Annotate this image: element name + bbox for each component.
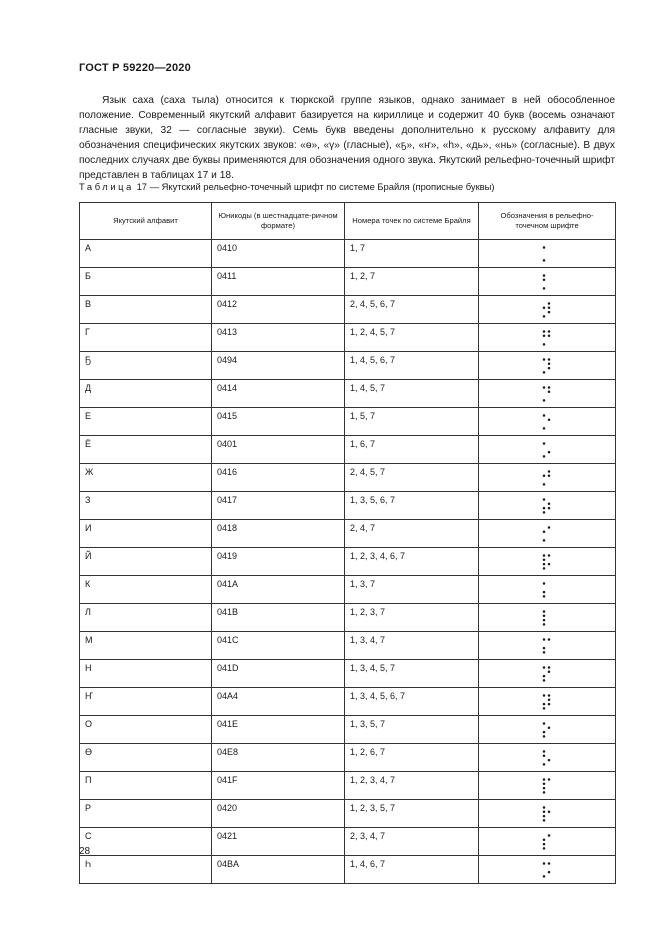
braille-glyph xyxy=(541,749,553,767)
braille-cell xyxy=(479,436,616,464)
dots-cell: 1, 5, 7 xyxy=(345,408,479,436)
braille-dot-1 xyxy=(543,610,546,613)
header-braille: Обозначения в рельефно-точечном шрифте xyxy=(479,203,616,240)
braille-cell xyxy=(479,800,616,828)
braille-glyph xyxy=(541,357,553,375)
letter-cell: З xyxy=(80,492,212,520)
unicode-cell: 0416 xyxy=(212,464,345,492)
braille-glyph xyxy=(541,329,553,347)
table-label: Таблица xyxy=(79,181,134,192)
table-row xyxy=(80,548,616,576)
braille-dot-7 xyxy=(543,735,546,738)
braille-glyph xyxy=(541,777,553,795)
dots-cell: 2, 4, 7 xyxy=(345,520,479,548)
braille-dot-5 xyxy=(548,306,551,309)
unicode-cell: 0411 xyxy=(212,268,345,296)
braille-dot-1 xyxy=(543,750,546,753)
braille-dot-4 xyxy=(548,694,551,697)
letter-cell: Ҕ xyxy=(80,352,212,380)
braille-dot-4 xyxy=(548,834,551,837)
braille-dot-2 xyxy=(543,810,546,813)
table-row xyxy=(80,464,616,492)
braille-dot-7 xyxy=(543,791,546,794)
braille-dot-7 xyxy=(543,567,546,570)
braille-dot-2 xyxy=(543,306,546,309)
braille-dot-7 xyxy=(543,847,546,850)
braille-dot-6 xyxy=(548,366,551,369)
table-row xyxy=(80,240,616,268)
braille-glyph xyxy=(541,525,553,543)
table-row xyxy=(80,744,616,772)
letter-cell: К xyxy=(80,576,212,604)
braille-cell xyxy=(479,632,616,660)
letter-cell: Ҥ xyxy=(80,688,212,716)
braille-dot-1 xyxy=(543,554,546,557)
unicode-cell: 0419 xyxy=(212,548,345,576)
braille-dot-6 xyxy=(548,450,551,453)
braille-dot-7 xyxy=(543,679,546,682)
dots-cell: 2, 4, 5, 7 xyxy=(345,464,479,492)
braille-dot-4 xyxy=(548,330,551,333)
braille-glyph xyxy=(541,441,553,459)
dots-cell: 1, 2, 3, 5, 7 xyxy=(345,800,479,828)
braille-dot-2 xyxy=(543,474,546,477)
braille-dot-5 xyxy=(548,810,551,813)
braille-dot-4 xyxy=(548,470,551,473)
letter-cell: Н xyxy=(80,660,212,688)
braille-dot-1 xyxy=(543,358,546,361)
table-row xyxy=(80,632,616,660)
unicode-cell: 041B xyxy=(212,604,345,632)
braille-dot-7 xyxy=(543,539,546,542)
braille-cell xyxy=(479,492,616,520)
document-standard: ГОСТ Р 59220—2020 xyxy=(79,62,191,74)
braille-dot-6 xyxy=(548,506,551,509)
braille-cell xyxy=(479,856,616,884)
braille-dot-3 xyxy=(543,618,546,621)
braille-glyph xyxy=(541,665,553,683)
dots-cell: 1, 2, 3, 4, 6, 7 xyxy=(345,548,479,576)
braille-glyph xyxy=(541,581,553,599)
table-row xyxy=(80,856,616,884)
braille-dot-6 xyxy=(548,758,551,761)
braille-dot-7 xyxy=(543,707,546,710)
unicode-cell: 041A xyxy=(212,576,345,604)
table-row xyxy=(80,324,616,352)
table-row xyxy=(80,296,616,324)
braille-dot-2 xyxy=(543,782,546,785)
braille-cell xyxy=(479,408,616,436)
dots-cell: 1, 2, 3, 4, 7 xyxy=(345,772,479,800)
header-unicode: Юникоды (в шестнадцате-ричном формате) xyxy=(212,203,345,240)
header-alphabet: Якутский алфавит xyxy=(80,203,212,240)
braille-dot-5 xyxy=(548,334,551,337)
braille-dot-4 xyxy=(548,358,551,361)
braille-dot-5 xyxy=(548,362,551,365)
dots-cell: 1, 3, 5, 6, 7 xyxy=(345,492,479,520)
unicode-cell: 0401 xyxy=(212,436,345,464)
braille-glyph xyxy=(541,693,553,711)
dots-cell: 1, 6, 7 xyxy=(345,436,479,464)
unicode-cell: 041F xyxy=(212,772,345,800)
braille-dot-3 xyxy=(543,786,546,789)
unicode-cell: 0417 xyxy=(212,492,345,520)
braille-dot-1 xyxy=(543,806,546,809)
braille-dot-7 xyxy=(543,651,546,654)
braille-dot-1 xyxy=(543,386,546,389)
intro-paragraph xyxy=(79,93,615,183)
letter-cell: Һ xyxy=(80,856,212,884)
braille-dot-7 xyxy=(543,819,546,822)
braille-glyph xyxy=(541,637,553,655)
braille-dot-5 xyxy=(548,726,551,729)
unicode-cell: 0420 xyxy=(212,800,345,828)
braille-dot-2 xyxy=(543,278,546,281)
unicode-cell: 0494 xyxy=(212,352,345,380)
braille-dot-3 xyxy=(543,702,546,705)
dots-cell: 1, 4, 5, 6, 7 xyxy=(345,352,479,380)
dots-cell: 2, 4, 5, 6, 7 xyxy=(345,296,479,324)
table-row xyxy=(80,436,616,464)
braille-dot-4 xyxy=(548,526,551,529)
unicode-cell: 04BA xyxy=(212,856,345,884)
dots-cell: 1, 2, 3, 7 xyxy=(345,604,479,632)
unicode-cell: 0410 xyxy=(212,240,345,268)
braille-cell xyxy=(479,660,616,688)
letter-cell: Е xyxy=(80,408,212,436)
table-caption-text: 17 — Якутский рельефно-точечный шрифт по системе Брайля (прописные буквы) xyxy=(136,181,495,192)
braille-dot-5 xyxy=(548,418,551,421)
table-row xyxy=(80,408,616,436)
braille-dot-3 xyxy=(543,814,546,817)
braille-dot-3 xyxy=(543,674,546,677)
braille-dot-6 xyxy=(548,562,551,565)
braille-dot-1 xyxy=(543,498,546,501)
braille-glyph xyxy=(541,609,553,627)
unicode-cell: 041C xyxy=(212,632,345,660)
letter-cell: Б xyxy=(80,268,212,296)
braille-dot-4 xyxy=(548,862,551,865)
braille-dot-3 xyxy=(543,842,546,845)
unicode-cell: 0412 xyxy=(212,296,345,324)
braille-cell xyxy=(479,380,616,408)
letter-cell: Ё xyxy=(80,436,212,464)
braille-glyph xyxy=(541,553,553,571)
braille-dot-7 xyxy=(543,259,546,262)
unicode-cell: 041E xyxy=(212,716,345,744)
braille-dot-2 xyxy=(543,838,546,841)
braille-dot-2 xyxy=(543,754,546,757)
braille-dot-6 xyxy=(548,310,551,313)
braille-dot-3 xyxy=(543,730,546,733)
table-row xyxy=(80,772,616,800)
table-row xyxy=(80,688,616,716)
table-row xyxy=(80,492,616,520)
braille-glyph xyxy=(541,385,553,403)
letter-cell: И xyxy=(80,520,212,548)
braille-glyph xyxy=(541,273,553,291)
braille-dot-3 xyxy=(543,506,546,509)
braille-cell xyxy=(479,716,616,744)
braille-cell xyxy=(479,772,616,800)
braille-dot-4 xyxy=(548,638,551,641)
dots-cell: 1, 3, 4, 5, 6, 7 xyxy=(345,688,479,716)
table-row xyxy=(80,716,616,744)
table-caption xyxy=(79,181,495,192)
unicode-cell: 0415 xyxy=(212,408,345,436)
unicode-cell: 04E8 xyxy=(212,744,345,772)
unicode-cell: 041D xyxy=(212,660,345,688)
braille-dot-1 xyxy=(543,778,546,781)
braille-dot-5 xyxy=(548,670,551,673)
letter-cell: Г xyxy=(80,324,212,352)
braille-cell xyxy=(479,520,616,548)
braille-dot-7 xyxy=(543,427,546,430)
braille-dot-2 xyxy=(543,530,546,533)
braille-cell xyxy=(479,604,616,632)
braille-dot-1 xyxy=(543,694,546,697)
unicode-cell: 0418 xyxy=(212,520,345,548)
braille-glyph xyxy=(541,301,553,319)
unicode-cell: 0413 xyxy=(212,324,345,352)
unicode-cell: 04A4 xyxy=(212,688,345,716)
braille-dot-1 xyxy=(543,246,546,249)
braille-dot-5 xyxy=(548,474,551,477)
letter-cell: П xyxy=(80,772,212,800)
unicode-cell: 0414 xyxy=(212,380,345,408)
braille-cell xyxy=(479,268,616,296)
unicode-cell: 0421 xyxy=(212,828,345,856)
braille-glyph xyxy=(541,833,553,851)
letter-cell: Л xyxy=(80,604,212,632)
braille-dot-7 xyxy=(543,763,546,766)
braille-cell xyxy=(479,296,616,324)
braille-dot-7 xyxy=(543,483,546,486)
braille-dot-1 xyxy=(543,414,546,417)
braille-dot-1 xyxy=(543,582,546,585)
braille-dot-1 xyxy=(543,666,546,669)
braille-dot-1 xyxy=(543,862,546,865)
braille-glyph xyxy=(541,497,553,515)
letter-cell: М xyxy=(80,632,212,660)
table-body xyxy=(80,240,616,884)
braille-glyph xyxy=(541,245,553,263)
table-row xyxy=(80,800,616,828)
braille-cell xyxy=(479,464,616,492)
braille-dot-7 xyxy=(543,511,546,514)
table-row xyxy=(80,380,616,408)
braille-dot-2 xyxy=(543,558,546,561)
dots-cell: 1, 3, 4, 5, 7 xyxy=(345,660,479,688)
braille-cell xyxy=(479,744,616,772)
braille-dot-7 xyxy=(543,343,546,346)
letter-cell: Ө xyxy=(80,744,212,772)
braille-dot-7 xyxy=(543,399,546,402)
table-row xyxy=(80,828,616,856)
braille-cell xyxy=(479,576,616,604)
braille-dot-1 xyxy=(543,442,546,445)
braille-glyph xyxy=(541,805,553,823)
braille-dot-2 xyxy=(543,334,546,337)
dots-cell: 1, 3, 7 xyxy=(345,576,479,604)
braille-glyph xyxy=(541,721,553,739)
braille-dot-2 xyxy=(543,614,546,617)
braille-cell xyxy=(479,240,616,268)
dots-cell: 1, 3, 4, 7 xyxy=(345,632,479,660)
braille-dot-7 xyxy=(543,287,546,290)
braille-glyph xyxy=(541,413,553,431)
letter-cell: Д xyxy=(80,380,212,408)
braille-dot-7 xyxy=(543,455,546,458)
braille-cell xyxy=(479,688,616,716)
table-row xyxy=(80,660,616,688)
braille-dot-1 xyxy=(543,274,546,277)
braille-cell xyxy=(479,548,616,576)
braille-dot-7 xyxy=(543,595,546,598)
braille-dot-5 xyxy=(548,698,551,701)
dots-cell: 1, 3, 5, 7 xyxy=(345,716,479,744)
dots-cell: 1, 2, 4, 5, 7 xyxy=(345,324,479,352)
table-row xyxy=(80,520,616,548)
table-row xyxy=(80,576,616,604)
braille-dot-7 xyxy=(543,315,546,318)
dots-cell: 2, 3, 4, 7 xyxy=(345,828,479,856)
table-header-row xyxy=(80,203,616,240)
page-number: 28 xyxy=(79,846,91,857)
braille-cell xyxy=(479,324,616,352)
braille-table xyxy=(79,202,616,884)
braille-glyph xyxy=(541,469,553,487)
dots-cell: 1, 4, 5, 7 xyxy=(345,380,479,408)
braille-dot-5 xyxy=(548,390,551,393)
dots-cell: 1, 2, 6, 7 xyxy=(345,744,479,772)
braille-dot-3 xyxy=(543,562,546,565)
letter-cell: О xyxy=(80,716,212,744)
braille-dot-3 xyxy=(543,646,546,649)
braille-dot-6 xyxy=(548,702,551,705)
dots-cell: 1, 7 xyxy=(345,240,479,268)
braille-dot-4 xyxy=(548,302,551,305)
braille-dot-7 xyxy=(543,875,546,878)
letter-cell: Й xyxy=(80,548,212,576)
letter-cell: Р xyxy=(80,800,212,828)
braille-dot-4 xyxy=(548,386,551,389)
letter-cell: А xyxy=(80,240,212,268)
table-row xyxy=(80,604,616,632)
table-row xyxy=(80,352,616,380)
braille-dot-5 xyxy=(548,502,551,505)
braille-dot-4 xyxy=(548,778,551,781)
dots-cell: 1, 2, 7 xyxy=(345,268,479,296)
braille-dot-4 xyxy=(548,666,551,669)
braille-dot-1 xyxy=(543,638,546,641)
letter-cell: Ж xyxy=(80,464,212,492)
dots-cell: 1, 4, 6, 7 xyxy=(345,856,479,884)
braille-dot-7 xyxy=(543,623,546,626)
header-dots: Номера точек по системе Брайля xyxy=(345,203,479,240)
braille-dot-1 xyxy=(543,722,546,725)
braille-cell xyxy=(479,352,616,380)
letter-cell: В xyxy=(80,296,212,324)
braille-dot-4 xyxy=(548,554,551,557)
braille-dot-3 xyxy=(543,590,546,593)
braille-dot-1 xyxy=(543,330,546,333)
intro-text: Язык саха (саха тыла) относится к тюркской группе языков, однако занимает в ней обособленное положение. Современный якутский алфавит базируется на кириллице и содержит 40 букв (восемь означают гласные звуки, 32 — согласные звуки). Семь букв введены дополнительно к русскому алфавиту для обозначения специфических якутских звуков: «ө», «ү» (гласные), «ҕ», «ҥ», «һ», «дь», «нь» (согласные). В двух последних случаях две буквы применяются для обозначения одного звука. Якутский рельефно-точечный шрифт представлен в таблицах 17 и 18. xyxy=(79,95,615,181)
letter-cell: С xyxy=(80,828,212,856)
braille-cell xyxy=(479,828,616,856)
braille-dot-7 xyxy=(543,371,546,374)
table-row xyxy=(80,268,616,296)
braille-glyph xyxy=(541,861,553,879)
braille-dot-6 xyxy=(548,870,551,873)
